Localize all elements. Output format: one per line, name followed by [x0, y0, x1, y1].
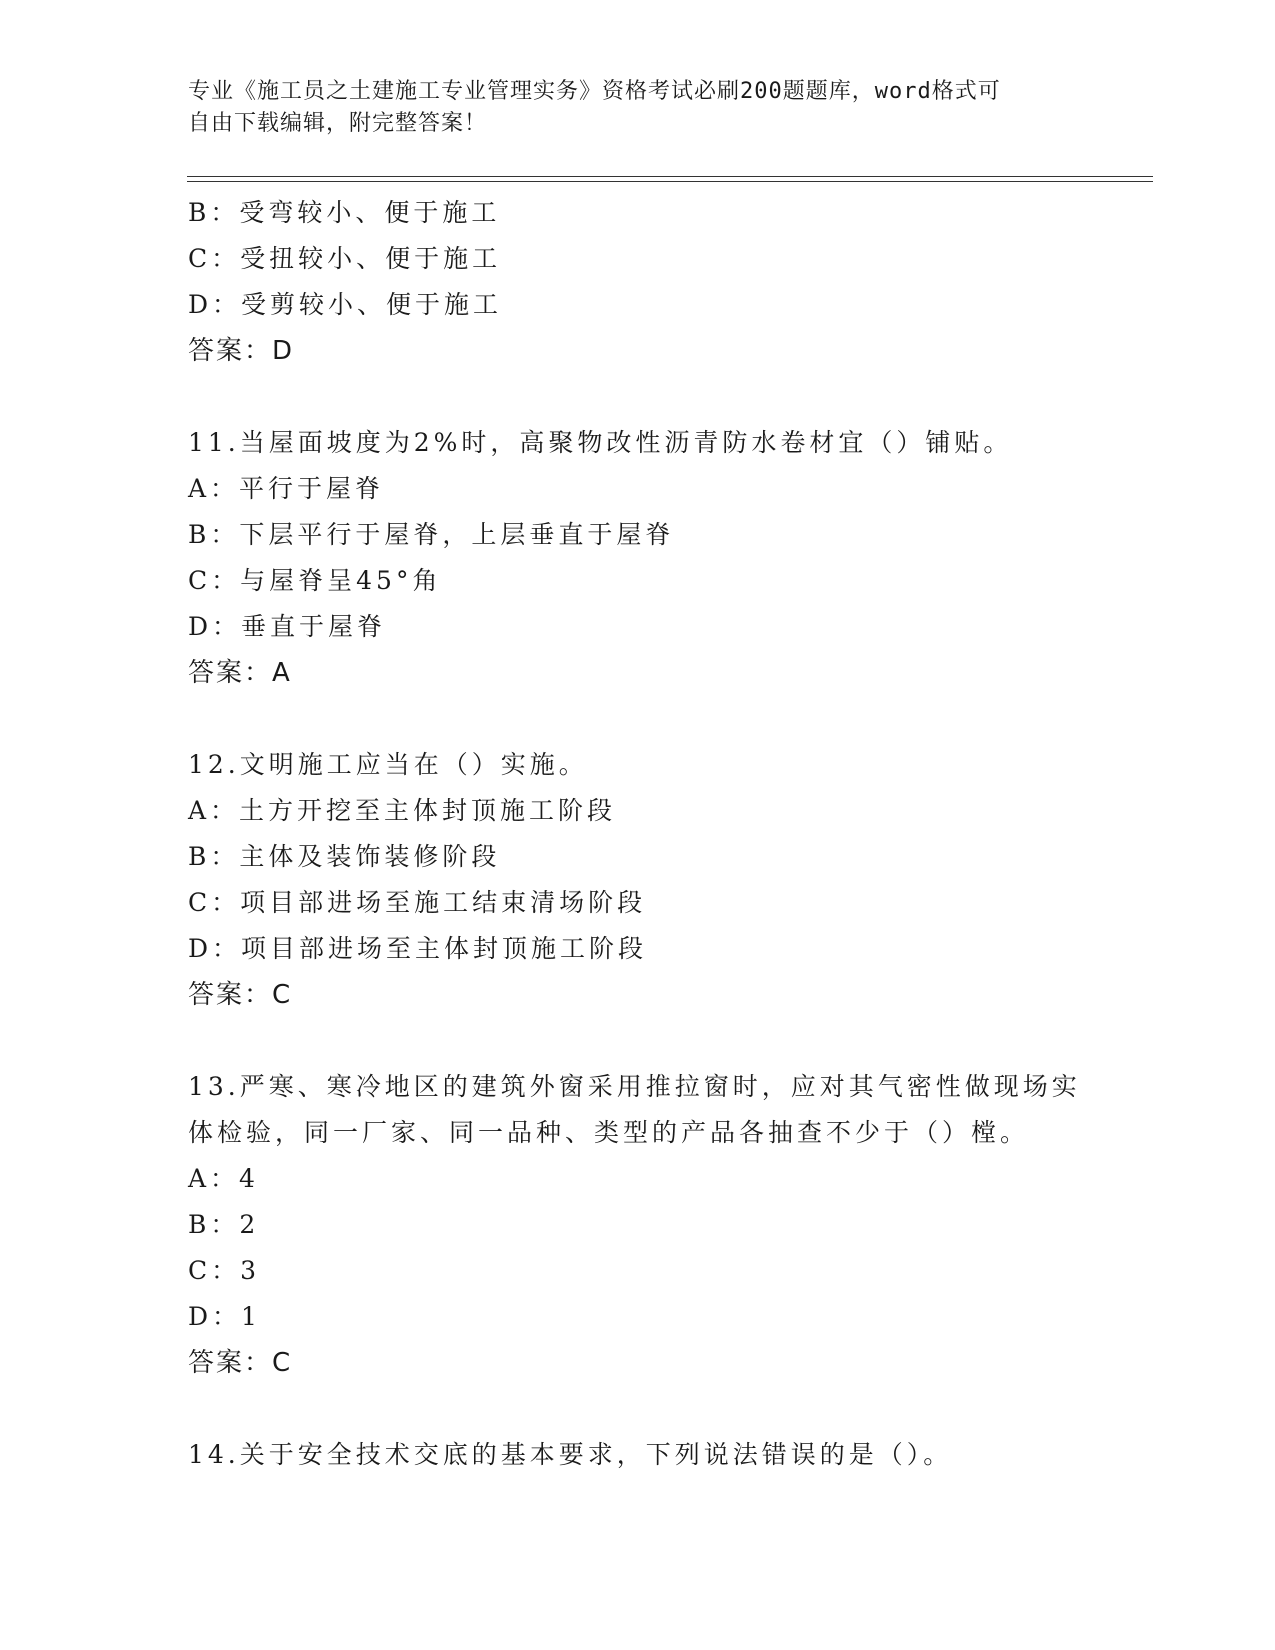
- answer-line: 答案：C: [188, 1348, 293, 1378]
- option-c: C：3: [188, 1256, 261, 1285]
- spacer: [188, 696, 1088, 742]
- option-c: C：项目部进场至施工结束清场阶段: [188, 888, 647, 917]
- answer-line: 答案：D: [188, 336, 295, 366]
- option-d: D：受剪较小、便于施工: [188, 290, 503, 319]
- answer-line: 答案：A: [188, 658, 292, 688]
- document-header: [188, 76, 1088, 140]
- option-d: D：1: [188, 1302, 261, 1331]
- question-list: [188, 190, 1088, 1478]
- header-divider-bottom: [187, 181, 1153, 182]
- question-block-14: [188, 1432, 1088, 1478]
- question-block-13: [188, 1064, 1088, 1386]
- question-block-10: [188, 190, 1088, 374]
- option-c: C：与屋脊呈45°角: [188, 566, 442, 595]
- answer-line: 答案：C: [188, 980, 293, 1010]
- option-a: A：4: [188, 1164, 259, 1193]
- option-d: D：垂直于屋脊: [188, 612, 387, 641]
- header-line-2: 自由下载编辑，附完整答案！: [188, 111, 488, 136]
- question-text: 12.文明施工应当在（）实施。: [188, 750, 588, 779]
- question-block-12: [188, 742, 1088, 1018]
- spacer: [188, 374, 1088, 420]
- question-text-line-2: 体检验，同一厂家、同一品种、类型的产品各抽查不少于（）樘。: [188, 1118, 1030, 1147]
- question-text: 11.当屋面坡度为2%时，高聚物改性沥青防水卷材宜（）铺贴。: [188, 428, 1013, 457]
- option-b: B：2: [188, 1210, 260, 1239]
- option-b: B：下层平行于屋脊，上层垂直于屋脊: [188, 520, 675, 549]
- spacer: [188, 1386, 1088, 1432]
- option-c: C：受扭较小、便于施工: [188, 244, 502, 273]
- spacer: [188, 1018, 1088, 1064]
- option-d: D：项目部进场至主体封顶施工阶段: [188, 934, 648, 963]
- question-block-11: [188, 420, 1088, 696]
- question-text-line-1: 13.严寒、寒冷地区的建筑外窗采用推拉窗时，应对其气密性做现场实: [188, 1072, 1081, 1101]
- question-text: 14.关于安全技术交底的基本要求，下列说法错误的是（）。: [188, 1440, 953, 1469]
- header-divider-top: [187, 176, 1153, 177]
- option-a: A：平行于屋脊: [188, 474, 385, 503]
- option-b: B：受弯较小、便于施工: [188, 198, 501, 227]
- header-line-1: 专业《施工员之土建施工专业管理实务》资格考试必刷200题题库，word格式可: [188, 79, 1001, 104]
- option-a: A：土方开挖至主体封顶施工阶段: [188, 796, 617, 825]
- option-b: B：主体及装饰装修阶段: [188, 842, 501, 871]
